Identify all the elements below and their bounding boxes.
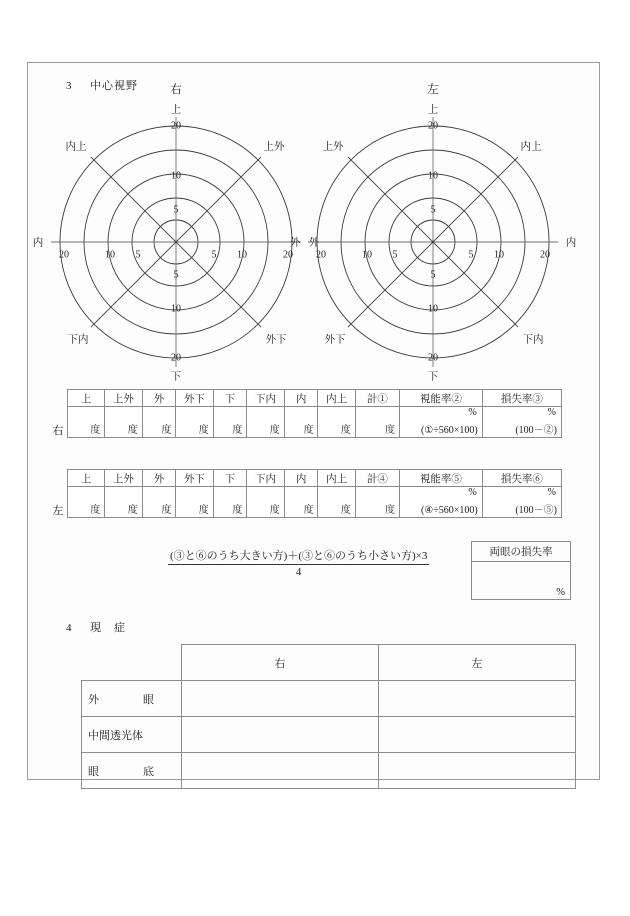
genshou-row-gantei <box>82 753 576 789</box>
field-table-right <box>67 389 562 438</box>
header-loss-right: 損失率③ <box>482 390 561 407</box>
header-in-left: 内 <box>284 470 318 487</box>
cell-total-right[interactable] <box>355 407 399 438</box>
tick-right-20-left-eye: 20 <box>540 249 550 261</box>
tick-right-5-left-eye: 5 <box>468 249 474 261</box>
tick-up-20-left-eye: 20 <box>428 120 438 132</box>
cell-efficiency-left[interactable] <box>400 487 483 518</box>
formula-loss-left: (100－⑤) <box>515 505 557 516</box>
genshou-corner-cell <box>82 645 182 681</box>
genshou-label-gaigan <box>82 681 182 717</box>
chart-right-eye <box>32 81 320 386</box>
unit-outdown-right: 度 <box>198 425 209 436</box>
unit-up-right: 度 <box>90 425 101 436</box>
table-row-header-right <box>68 390 562 407</box>
pct-efficiency-left: % <box>468 487 477 498</box>
header-upout-right: 上外 <box>105 390 142 407</box>
genshou-header-row <box>82 645 576 681</box>
binocular-loss-value-cell[interactable] <box>472 562 571 600</box>
loss-formula-numerator: (③と⑥のうち大きい方)＋(③と⑥のうち小さい方)×3 <box>168 547 429 565</box>
binocular-loss-header: 両眼の損失率 <box>472 542 571 562</box>
genshou-label-gantei-char1: 眼 <box>88 765 99 778</box>
formula-efficiency-right: (①÷560×100) <box>420 425 478 436</box>
cell-out-right[interactable] <box>142 407 176 438</box>
direction-label-left-left-eye: 外 <box>289 237 301 249</box>
header-outdown-left: 外下 <box>176 470 213 487</box>
genshou-label-gaigan-char2: 眼 <box>143 693 154 706</box>
genshou-cell-gantei-left[interactable] <box>378 753 575 789</box>
direction-label-right-left-eye: 内 <box>565 237 577 249</box>
tick-down-20-right-eye: 20 <box>171 352 181 364</box>
genshou-label-chukan <box>82 717 182 753</box>
tick-left-5-left-eye: 5 <box>392 249 398 261</box>
tick-up-5-right-eye: 5 <box>173 204 179 216</box>
header-efficiency-left: 視能率⑤ <box>400 470 483 487</box>
loss-formula <box>168 547 429 578</box>
unit-down-left: 度 <box>232 505 243 516</box>
tick-right-5-right-eye: 5 <box>211 249 217 261</box>
tick-down-10-right-eye: 10 <box>171 303 181 315</box>
header-out-right: 外 <box>142 390 176 407</box>
header-loss-left: 損失率⑥ <box>482 470 561 487</box>
chart-left-eye <box>289 81 577 386</box>
polar-plot-left <box>289 99 577 384</box>
direction-label-bottom-right-diag-right-eye: 外下 <box>265 334 287 346</box>
tick-up-5-left-eye: 5 <box>430 204 436 216</box>
cell-outdown-right[interactable] <box>176 407 213 438</box>
genshou-row-gaigan <box>82 681 576 717</box>
tick-left-20-right-eye: 20 <box>59 249 69 261</box>
cell-efficiency-right[interactable] <box>400 407 483 438</box>
cell-inup-right[interactable] <box>318 407 355 438</box>
field-table-left <box>67 469 562 518</box>
polar-plot-right <box>32 99 320 384</box>
unit-out-right: 度 <box>161 425 172 436</box>
cell-downin-left[interactable] <box>247 487 284 518</box>
direction-label-right-right-eye: 外 <box>308 237 320 249</box>
cell-down-right[interactable] <box>213 407 247 438</box>
genshou-cell-gaigan-right[interactable] <box>181 681 378 717</box>
header-downin-right: 下内 <box>247 390 284 407</box>
unit-in-right: 度 <box>303 425 314 436</box>
direction-label-top-left-diag-right-eye: 内上 <box>65 141 87 153</box>
cell-inup-left[interactable] <box>318 487 355 518</box>
genshou-label-gantei-char2: 底 <box>143 765 154 778</box>
header-up-left: 上 <box>68 470 105 487</box>
header-upout-left: 上外 <box>105 470 142 487</box>
loss-formula-denominator: 4 <box>295 566 302 578</box>
genshou-header-left: 左 <box>378 645 575 681</box>
tick-up-20-right-eye: 20 <box>171 120 181 132</box>
header-in-right: 内 <box>284 390 318 407</box>
unit-total-left: 度 <box>385 505 396 516</box>
section-4-heading <box>66 619 126 635</box>
current-condition-table <box>81 644 576 789</box>
chart-right-eye-label: 右 <box>170 84 182 96</box>
unit-down-right: 度 <box>232 425 243 436</box>
unit-upout-right: 度 <box>127 425 138 436</box>
tick-right-10-left-eye: 10 <box>494 249 504 261</box>
tick-left-10-right-eye: 10 <box>105 249 115 261</box>
cell-downin-right[interactable] <box>247 407 284 438</box>
genshou-header-right: 右 <box>181 645 378 681</box>
genshou-label-chukan-text: 中間透光体 <box>88 729 143 742</box>
section-4-number: 4 <box>66 622 73 634</box>
genshou-label-gantei-text <box>88 763 154 779</box>
formula-loss-right: (100－②) <box>515 425 557 436</box>
tick-down-10-left-eye: 10 <box>428 303 438 315</box>
header-out-left: 外 <box>142 470 176 487</box>
header-total-left: 計④ <box>355 470 399 487</box>
field-table-right-row-label: 右 <box>52 425 64 437</box>
unit-upout-left: 度 <box>127 505 138 516</box>
unit-up-left: 度 <box>90 505 101 516</box>
table-row-header-left <box>68 470 562 487</box>
header-inup-right: 内上 <box>318 390 355 407</box>
genshou-cell-chukan-left[interactable] <box>378 717 575 753</box>
tick-left-5-right-eye: 5 <box>135 249 141 261</box>
cell-upout-left[interactable] <box>105 487 142 518</box>
header-inup-left: 内上 <box>318 470 355 487</box>
unit-in-left: 度 <box>303 505 314 516</box>
unit-downin-left: 度 <box>269 505 280 516</box>
unit-inup-left: 度 <box>340 505 351 516</box>
direction-label-top-right-diag-left-eye: 内上 <box>520 141 542 153</box>
genshou-row-chukan <box>82 717 576 753</box>
cell-in-right[interactable] <box>284 407 318 438</box>
binocular-loss-header-row <box>472 542 571 562</box>
cell-in-left[interactable] <box>284 487 318 518</box>
binocular-loss-value-row <box>472 562 571 600</box>
tick-left-10-left-eye: 10 <box>362 249 372 261</box>
cell-upout-right[interactable] <box>105 407 142 438</box>
chart-left-eye-label: 左 <box>427 84 439 96</box>
genshou-label-gaigan-char1: 外 <box>88 693 99 706</box>
binocular-loss-unit: % <box>556 587 565 598</box>
tick-down-5-left-eye: 5 <box>430 269 436 281</box>
unit-total-right: 度 <box>385 425 396 436</box>
unit-outdown-left: 度 <box>198 505 209 516</box>
header-up-right: 上 <box>68 390 105 407</box>
header-downin-left: 下内 <box>247 470 284 487</box>
unit-out-left: 度 <box>161 505 172 516</box>
unit-downin-right: 度 <box>269 425 280 436</box>
direction-label-bottom-left-diag-right-eye: 下内 <box>67 334 89 346</box>
cell-total-left[interactable] <box>355 487 399 518</box>
genshou-cell-gaigan-left[interactable] <box>378 681 575 717</box>
cell-up-left[interactable] <box>68 487 105 518</box>
table-row-data-right <box>68 407 562 438</box>
tick-left-20-left-eye: 20 <box>316 249 326 261</box>
header-down-right: 下 <box>213 390 247 407</box>
cell-out-left[interactable] <box>142 487 176 518</box>
tick-right-20-right-eye: 20 <box>283 249 293 261</box>
cell-down-left[interactable] <box>213 487 247 518</box>
cell-outdown-left[interactable] <box>176 487 213 518</box>
binocular-loss-box <box>471 541 571 600</box>
direction-label-top-right-diag-right-eye: 上外 <box>263 141 285 153</box>
form-page-frame <box>27 62 600 780</box>
section-3-title: 中心視野 <box>90 80 138 92</box>
section-4-title: 現 症 <box>90 622 126 634</box>
genshou-cell-chukan-right[interactable] <box>181 717 378 753</box>
tick-up-10-left-eye: 10 <box>428 170 438 182</box>
pct-loss-left: % <box>547 487 556 498</box>
direction-label-top-left-eye: 上 <box>427 104 439 116</box>
cell-up-right[interactable] <box>68 407 105 438</box>
table-row-data-left <box>68 487 562 518</box>
tick-down-5-right-eye: 5 <box>173 269 179 281</box>
header-total-right: 計① <box>355 390 399 407</box>
direction-label-bottom-left-diag-left-eye: 外下 <box>324 334 346 346</box>
formula-efficiency-left: (④÷560×100) <box>420 505 478 516</box>
direction-label-left-right-eye: 内 <box>32 237 44 249</box>
direction-label-top-left-diag-left-eye: 上外 <box>322 141 344 153</box>
central-vision-charts <box>28 81 601 386</box>
pct-efficiency-right: % <box>468 407 477 418</box>
direction-label-top-right-eye: 上 <box>170 104 182 116</box>
unit-inup-right: 度 <box>340 425 351 436</box>
genshou-label-gantei <box>82 753 182 789</box>
direction-label-bottom-right-diag-left-eye: 下内 <box>522 334 544 346</box>
tick-up-10-right-eye: 10 <box>171 170 181 182</box>
genshou-label-gaigan-text <box>88 691 154 707</box>
tick-down-20-left-eye: 20 <box>428 352 438 364</box>
direction-label-bottom-left-eye: 下 <box>427 371 439 383</box>
header-efficiency-right: 視能率② <box>400 390 483 407</box>
genshou-cell-gantei-right[interactable] <box>181 753 378 789</box>
binocular-loss-calculation <box>28 541 601 603</box>
pct-loss-right: % <box>547 407 556 418</box>
cell-loss-left[interactable] <box>482 487 561 518</box>
header-down-left: 下 <box>213 470 247 487</box>
cell-loss-right[interactable] <box>482 407 561 438</box>
header-outdown-right: 外下 <box>176 390 213 407</box>
field-table-left-row-label: 左 <box>52 505 64 517</box>
tick-right-10-right-eye: 10 <box>237 249 247 261</box>
section-3-number: 3 <box>66 80 73 92</box>
direction-label-bottom-right-eye: 下 <box>170 371 182 383</box>
